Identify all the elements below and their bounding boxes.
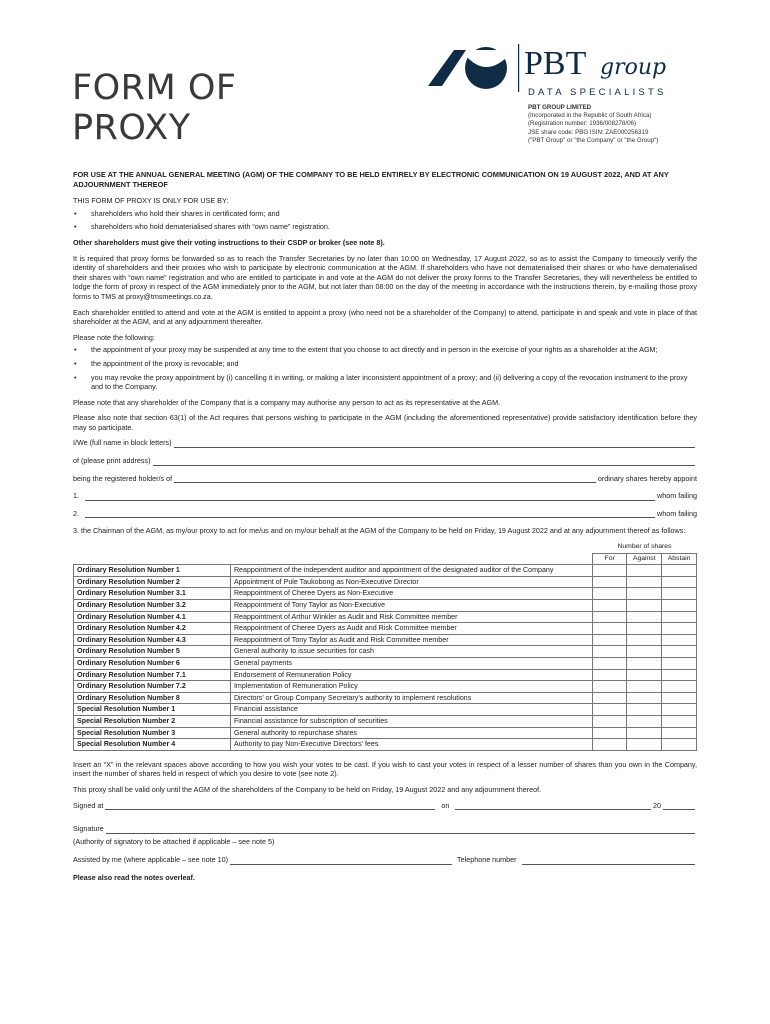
vote-against-cell[interactable] bbox=[627, 565, 662, 577]
resolution-number: Ordinary Resolution Number 7.2 bbox=[74, 681, 231, 693]
resolution-description: Appointment of Pule Taukobong as Non-Executive Director bbox=[230, 576, 592, 588]
list-item: • shareholders who hold dematerialised shares with “own name” registration. bbox=[74, 222, 330, 232]
vote-abstain-cell[interactable] bbox=[662, 715, 697, 727]
company-representative-paragraph: Please note that any shareholder of the Company that is a company may authorise any person to act as its representative at the AGM. bbox=[73, 397, 501, 407]
table-row bbox=[74, 692, 697, 704]
bullet-icon: • bbox=[74, 208, 77, 218]
full-name-field[interactable] bbox=[174, 440, 695, 448]
table-row bbox=[74, 669, 697, 681]
company-line: (Registration number: 1936/008278/06) bbox=[528, 120, 637, 128]
vote-abstain-cell[interactable] bbox=[662, 611, 697, 623]
section-63-paragraph: Please also note that section 63(1) of the Act requires that persons wishing to participate in the AGM (including the aforementioned representative) provide satisfactory identification before they may so participate. bbox=[73, 413, 697, 432]
resolutions-table bbox=[73, 542, 697, 751]
address-line bbox=[73, 456, 697, 466]
pbt-group-logo bbox=[428, 40, 668, 100]
assisted-label: Assisted by me (where applicable – see note 10) bbox=[73, 855, 229, 865]
resolution-description: Reappointment of Cheree Dyers as Non-Executive bbox=[230, 588, 592, 600]
resolutions-body bbox=[74, 565, 697, 751]
vote-against-cell[interactable] bbox=[627, 681, 662, 693]
vote-abstain-cell[interactable] bbox=[662, 727, 697, 739]
list-item: • the appointment of the proxy is revocable; and bbox=[74, 358, 239, 368]
page-title bbox=[72, 68, 237, 148]
vote-against-cell[interactable] bbox=[627, 634, 662, 646]
vote-for-cell[interactable] bbox=[592, 576, 626, 588]
table-row bbox=[74, 588, 697, 600]
vote-against-cell[interactable] bbox=[627, 715, 662, 727]
table-row bbox=[74, 634, 697, 646]
authority-text: (Authority of signatory to be attached if applicable – see note 5) bbox=[73, 836, 275, 846]
on-label: on bbox=[441, 800, 450, 810]
company-name: PBT GROUP LIMITED bbox=[528, 104, 592, 111]
col-against: Against bbox=[627, 553, 662, 565]
company-line: ("PBT Group" or "the Company" or "the Group") bbox=[528, 136, 659, 144]
vote-against-cell[interactable] bbox=[627, 739, 662, 751]
table-row bbox=[74, 727, 697, 739]
telephone-field[interactable] bbox=[522, 857, 695, 865]
resolution-number: Special Resolution Number 4 bbox=[74, 739, 231, 751]
proxy-1-field[interactable] bbox=[85, 493, 655, 501]
year-label: 20 bbox=[653, 800, 661, 810]
col-for: For bbox=[592, 553, 626, 565]
holder-suffix: ordinary shares hereby appoint bbox=[597, 473, 697, 483]
date-field[interactable] bbox=[455, 802, 651, 810]
table-row bbox=[74, 576, 697, 588]
vote-against-cell[interactable] bbox=[627, 576, 662, 588]
resolution-number: Special Resolution Number 3 bbox=[74, 727, 231, 739]
table-row bbox=[74, 623, 697, 635]
resolution-description: Reappointment of the independent auditor and appointment of the designated auditor of the Company bbox=[230, 565, 592, 577]
vote-for-cell[interactable] bbox=[592, 681, 626, 693]
title-line-2: PROXY bbox=[72, 108, 191, 148]
table-row bbox=[74, 657, 697, 669]
company-line: JSE share code: PBG ISIN: ZAE000256319 bbox=[528, 128, 649, 136]
logo-divider bbox=[518, 44, 519, 92]
vote-for-cell[interactable] bbox=[592, 623, 626, 635]
whom-failing-text: whom failing bbox=[657, 491, 697, 501]
resolution-description: General authority to issue securities for cash bbox=[230, 646, 592, 658]
holder-label: being the registered holder/s of bbox=[73, 473, 173, 483]
address-label: of (please print address) bbox=[73, 456, 151, 466]
list-item: • shareholders who hold their shares in certificated form; and bbox=[74, 208, 280, 218]
vote-abstain-cell[interactable] bbox=[662, 600, 697, 612]
resolution-description: Reappointment of Tony Taylor as Audit and Risk Committee member bbox=[230, 634, 592, 646]
vote-against-cell[interactable] bbox=[627, 727, 662, 739]
company-details bbox=[528, 104, 658, 145]
full-name-label: I/We (full name in block letters) bbox=[73, 438, 172, 448]
proxy-2-line bbox=[73, 509, 697, 519]
each-shareholder-paragraph: Each shareholder entitled to attend and vote at the AGM is entitled to appoint a proxy (who need not be a shareholder of the Company) to attend, participate in and speak and vote in place of that shareholder at the AGM, and at any adjournment thereafter. bbox=[73, 307, 697, 327]
bullet-icon: • bbox=[74, 358, 77, 368]
table-header-cols bbox=[74, 553, 697, 565]
col-abstain: Abstain bbox=[662, 553, 697, 565]
title-line-1: FORM OF bbox=[72, 68, 237, 108]
logo-brand-script: group bbox=[600, 55, 667, 80]
vote-abstain-cell[interactable] bbox=[662, 646, 697, 658]
vote-against-cell[interactable] bbox=[627, 669, 662, 681]
signature-label: Signature bbox=[73, 824, 104, 834]
resolution-number: Special Resolution Number 1 bbox=[74, 704, 231, 716]
vote-for-cell[interactable] bbox=[592, 669, 626, 681]
signed-at-label: Signed at bbox=[73, 800, 104, 810]
valid-until-paragraph: This proxy shall be valid only until the AGM of the shareholders of the Company to be held on Friday, 19 August 2022 and any adjournment thereof. bbox=[73, 784, 542, 794]
proxy-2-label: 2. bbox=[73, 508, 79, 518]
vote-abstain-cell[interactable] bbox=[662, 669, 697, 681]
vote-for-cell[interactable] bbox=[592, 588, 626, 600]
resolution-number: Ordinary Resolution Number 4.3 bbox=[74, 634, 231, 646]
proxy-2-field[interactable] bbox=[85, 510, 655, 518]
resolution-description: Directors’ or Group Company Secretary’s authority to implement resolutions bbox=[230, 692, 592, 704]
table-row bbox=[74, 646, 697, 658]
resolution-description: Financial assistance bbox=[230, 704, 592, 716]
signed-line bbox=[73, 801, 697, 811]
vote-against-cell[interactable] bbox=[627, 692, 662, 704]
resolution-number: Ordinary Resolution Number 8 bbox=[74, 692, 231, 704]
full-name-line bbox=[73, 438, 697, 448]
resolution-description: General payments bbox=[230, 657, 592, 669]
insert-x-paragraph: Insert an “X” in the relevant spaces above according to how you wish your votes to be cast. If you wish to cast your votes in respect of a lesser number of shares than you own in the Company, insert the number of shares held in respect of which you desire to vote (see note 2). bbox=[73, 759, 697, 779]
list-item: • you may revoke the proxy appointment by (i) cancelling it in writing, or making a later inconsistent appointment of a proxy; and (ii) delivering a copy of the revocation instrument to the proxy and to the Company. bbox=[74, 372, 688, 392]
vote-for-cell[interactable] bbox=[592, 692, 626, 704]
proxy-1-label: 1. bbox=[73, 491, 79, 501]
whom-failing-text: whom failing bbox=[657, 508, 697, 518]
vote-against-cell[interactable] bbox=[627, 704, 662, 716]
resolution-number: Ordinary Resolution Number 3.1 bbox=[74, 588, 231, 600]
vote-abstain-cell[interactable] bbox=[662, 681, 697, 693]
vote-for-cell[interactable] bbox=[592, 657, 626, 669]
form-content bbox=[73, 170, 697, 888]
year-field[interactable] bbox=[663, 802, 695, 810]
signed-at-field[interactable] bbox=[105, 802, 435, 810]
assisted-field[interactable] bbox=[230, 857, 452, 865]
address-field[interactable] bbox=[153, 458, 695, 466]
logo-brand-main: PBT bbox=[524, 45, 587, 82]
list-item: • the appointment of your proxy may be suspended at any time to the extent that you choose to act directly and in person in the exercise of your rights as a shareholder at the AGM; bbox=[74, 345, 658, 355]
assisted-line bbox=[73, 855, 697, 865]
please-note-text: Please note the following: bbox=[73, 332, 155, 342]
vote-against-cell[interactable] bbox=[627, 646, 662, 658]
bullet-icon: • bbox=[74, 345, 77, 355]
resolution-description: Reappointment of Arthur Winkler as Audit and Risk Committee member bbox=[230, 611, 592, 623]
resolution-description: Implementation of Remuneration Policy bbox=[230, 681, 592, 693]
vote-for-cell[interactable] bbox=[592, 739, 626, 751]
resolution-description: Reappointment of Tony Taylor as Non-Executive bbox=[230, 600, 592, 612]
vote-abstain-cell[interactable] bbox=[662, 704, 697, 716]
resolution-number: Special Resolution Number 2 bbox=[74, 715, 231, 727]
shares-count-field[interactable] bbox=[174, 475, 596, 483]
vote-against-cell[interactable] bbox=[627, 588, 662, 600]
proxy-1-line bbox=[73, 491, 697, 501]
vote-abstain-cell[interactable] bbox=[662, 576, 697, 588]
overleaf-note: Please also read the notes overleaf. bbox=[73, 872, 195, 882]
vote-for-cell[interactable] bbox=[592, 600, 626, 612]
notes-list bbox=[73, 345, 697, 391]
vote-for-cell[interactable] bbox=[592, 704, 626, 716]
table-row bbox=[74, 565, 697, 577]
resolution-number: Ordinary Resolution Number 4.1 bbox=[74, 611, 231, 623]
logo-tagline: DATA SPECIALISTS bbox=[528, 87, 667, 98]
bullet-icon: • bbox=[74, 372, 77, 382]
vote-abstain-cell[interactable] bbox=[662, 739, 697, 751]
required-paragraph: It is required that proxy forms be forwarded so as to reach the Transfer Secretaries by no later than 10:00 on Wednesday, 17 August 2022, so as to assist the Company to timeously verify the identity of shareholders and their proxies who wish to participate by electronic communication at the AGM. If shareholders who have not dematerialised their shares or who have dematerialised their shares with “own name” registration and who are entitled to participate in and vote at the AGM do not deliver the proxy forms to the Transfer Secretaries, they will nevertheless be entitled to lodge the form of proxy in respect of the AGM immediately prior to the AGM, but not later than 08:00 on the day of the meeting in accordance with the instructions therein, by e-mailing those proxy forms to TMS at proxy@tmsmeetings.co.za. bbox=[73, 253, 697, 301]
vote-for-cell[interactable] bbox=[592, 611, 626, 623]
only-for-list bbox=[73, 209, 697, 232]
vote-for-cell[interactable] bbox=[592, 634, 626, 646]
resolution-description: Endorsement of Remuneration Policy bbox=[230, 669, 592, 681]
only-for-text: THIS FORM OF PROXY IS ONLY FOR USE BY: bbox=[73, 196, 229, 206]
vote-against-cell[interactable] bbox=[627, 657, 662, 669]
vote-for-cell[interactable] bbox=[592, 715, 626, 727]
vote-against-cell[interactable] bbox=[627, 600, 662, 612]
vote-abstain-cell[interactable] bbox=[662, 588, 697, 600]
telephone-label: Telephone number bbox=[457, 855, 517, 865]
signature-line bbox=[73, 824, 697, 834]
table-row bbox=[74, 739, 697, 751]
resolution-description: Authority to pay Non-Executive Directors’ fees bbox=[230, 739, 592, 751]
logo-mark-left bbox=[428, 50, 466, 86]
holder-line bbox=[73, 474, 697, 484]
table-row bbox=[74, 681, 697, 693]
vote-abstain-cell[interactable] bbox=[662, 565, 697, 577]
vote-for-cell[interactable] bbox=[592, 727, 626, 739]
resolution-description: Reappointment of Cheree Dyers as Audit and Risk Committee member bbox=[230, 623, 592, 635]
vote-abstain-cell[interactable] bbox=[662, 623, 697, 635]
table-row bbox=[74, 611, 697, 623]
resolution-number: Ordinary Resolution Number 4.2 bbox=[74, 623, 231, 635]
signature-field[interactable] bbox=[106, 826, 695, 834]
resolution-number: Ordinary Resolution Number 5 bbox=[74, 646, 231, 658]
number-of-shares-header: Number of shares bbox=[617, 543, 672, 551]
vote-abstain-cell[interactable] bbox=[662, 634, 697, 646]
resolution-description: Financial assistance for subscription of securities bbox=[230, 715, 592, 727]
vote-for-cell[interactable] bbox=[592, 646, 626, 658]
table-row bbox=[74, 715, 697, 727]
resolution-number: Ordinary Resolution Number 6 bbox=[74, 657, 231, 669]
chairman-paragraph: 3. the Chairman of the AGM, as my/our proxy to act for me/us and on my/our behalf at the AGM of the Company to be held on Friday, 19 August 2022 and at any adjournment thereof as follows: bbox=[73, 526, 686, 536]
vote-for-cell[interactable] bbox=[592, 565, 626, 577]
resolution-number: Ordinary Resolution Number 1 bbox=[74, 565, 231, 577]
table-header-shares bbox=[74, 542, 697, 553]
other-shareholders-text: Other shareholders must give their voting instructions to their CSDP or broker (see note 8). bbox=[73, 237, 385, 247]
table-row bbox=[74, 600, 697, 612]
resolution-number: Ordinary Resolution Number 2 bbox=[74, 576, 231, 588]
vote-against-cell[interactable] bbox=[627, 611, 662, 623]
company-line: (Incorporated in the Republic of South Africa) bbox=[528, 112, 652, 120]
vote-abstain-cell[interactable] bbox=[662, 657, 697, 669]
resolution-description: General authority to repurchase shares bbox=[230, 727, 592, 739]
form-heading: FOR USE AT THE ANNUAL GENERAL MEETING (AGM) OF THE COMPANY TO BE HELD ENTIRELY BY ELECTRONIC COMMUNICATION ON 19 AUGUST 2022, AND AT ANY ADJOURNMENT THEREOF bbox=[73, 170, 669, 189]
table-row bbox=[74, 704, 697, 716]
bullet-icon: • bbox=[74, 222, 77, 232]
vote-abstain-cell[interactable] bbox=[662, 692, 697, 704]
vote-against-cell[interactable] bbox=[627, 623, 662, 635]
resolution-number: Ordinary Resolution Number 7.1 bbox=[74, 669, 231, 681]
resolution-number: Ordinary Resolution Number 3.2 bbox=[74, 600, 231, 612]
